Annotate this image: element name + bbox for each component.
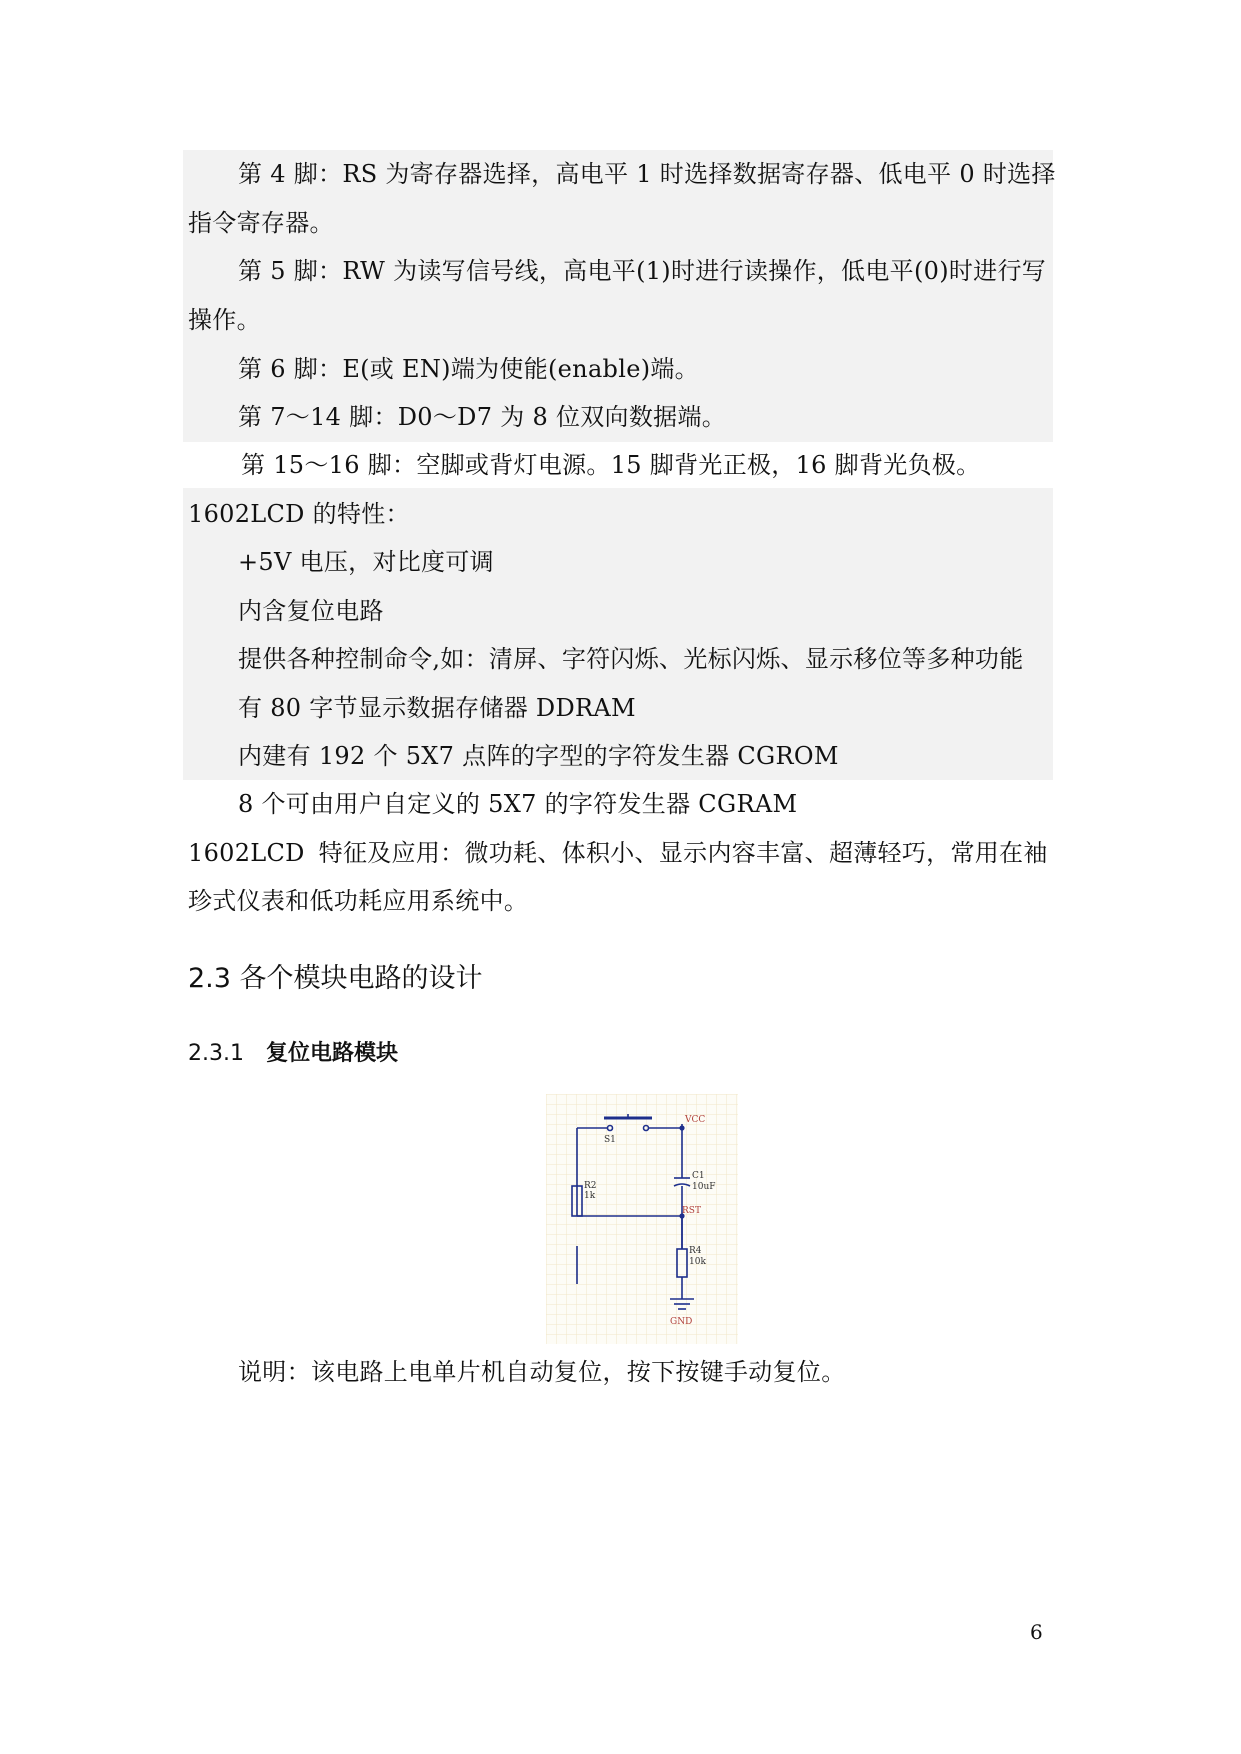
label-r2: R2 [584, 1181, 597, 1191]
application-line-2: 珍式仪表和低功耗应用系统中。 [188, 887, 529, 915]
label-c1: C1 [692, 1171, 705, 1181]
feature-item-2: 内含复位电路 [238, 597, 384, 625]
page-number: 6 [1030, 1620, 1043, 1644]
junction-vcc [679, 1125, 684, 1130]
pin5-line-2: 操作。 [188, 306, 261, 334]
label-vcc: VCC [685, 1115, 706, 1125]
label-rst: RST [682, 1206, 701, 1216]
pin6-line: 第 6 脚：E(或 EN)端为使能(enable)端。 [238, 355, 699, 383]
feature-item-3: 提供各种控制命令,如：清屏、字符闪烁、光标闪烁、显示移位等多种功能 [238, 645, 1024, 673]
reset-circuit-schematic [546, 1094, 738, 1344]
pin7-14-line: 第 7～14 脚：D0～D7 为 8 位双向数据端。 [238, 403, 727, 431]
pin5-line-1: 第 5 脚：RW 为读写信号线，高电平(1)时进行读操作，低电平(0)时进行写 [238, 257, 1047, 285]
subsection-title: 复位电路模块 [265, 1041, 398, 1066]
feature-item-1: +5V 电压，对比度可调 [238, 548, 494, 576]
schematic-grid [546, 1094, 738, 1344]
feature-item-5: 内建有 192 个 5X7 点阵的字型的字符发生器 CGROM [238, 742, 839, 770]
label-s1: S1 [604, 1135, 616, 1145]
pin4-line-1: 第 4 脚：RS 为寄存器选择，高电平 1 时选择数据寄存器、低电平 0 时选择 [238, 160, 1056, 188]
label-r4-value: 10k [689, 1257, 706, 1267]
shade-block-2 [183, 488, 1053, 780]
shade-block-1 [183, 150, 1053, 442]
label-gnd: GND [670, 1317, 693, 1327]
pin4-line-2: 指令寄存器。 [188, 209, 334, 237]
subsection-number: 2.3.1 [188, 1041, 244, 1066]
feature-item-6: 8 个可由用户自定义的 5X7 的字符发生器 CGRAM [238, 790, 798, 818]
section-heading: 2.3 各个模块电路的设计 [188, 963, 483, 994]
feature-item-4: 有 80 字节显示数据存储器 DDRAM [238, 694, 636, 722]
pin15-16-line: 第 15～16 脚：空脚或背灯电源。15 脚背光正极，16 脚背光负极。 [241, 451, 981, 479]
features-heading: 1602LCD 的特性： [188, 500, 410, 528]
subsection-heading [188, 1040, 398, 1068]
label-r4: R4 [689, 1246, 702, 1256]
label-c1-value: 10uF [692, 1182, 716, 1192]
application-line-1: 1602LCD 特征及应用：微功耗、体积小、显示内容丰富、超薄轻巧，常用在袖 [188, 839, 1048, 867]
reset-circuit-figure [546, 1094, 738, 1344]
label-r2-value: 1k [584, 1191, 596, 1201]
figure-caption: 说明：该电路上电单片机自动复位，按下按键手动复位。 [238, 1358, 846, 1386]
